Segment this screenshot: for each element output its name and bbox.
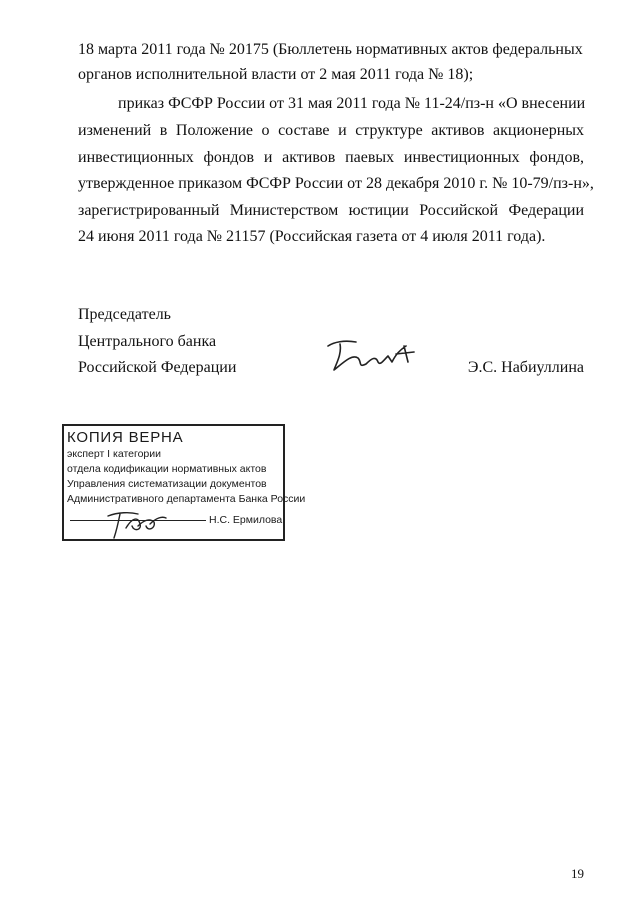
signatory-title-line: Российской Федерации xyxy=(78,359,237,376)
handwritten-signature xyxy=(322,332,422,381)
signatory-title-line: Центрального банка xyxy=(78,333,217,350)
signatory-title-line: Председатель xyxy=(78,306,171,323)
paragraph-line: утвержденное приказом ФСФР России от 28 декабря 2010 г. № 10-79/пз-н», xyxy=(78,175,594,192)
stamp-line: Административного департамента Банка России xyxy=(67,493,306,505)
stamp-line: эксперт I категории xyxy=(67,448,161,460)
paragraph-line: 24 июня 2011 года № 21157 (Российская газета от 4 июля 2011 года). xyxy=(78,228,546,245)
paragraph-line: приказ ФСФР России от 31 мая 2011 года № 11-24/пз-н «О внесении xyxy=(118,95,586,112)
signatory-name: Э.С. Набиуллина xyxy=(467,359,584,376)
stamp-line: Управления систематизации документов xyxy=(67,478,267,490)
paragraph-line: инвестиционных фондов и активов паевых инвестиционных фондов, xyxy=(78,149,584,166)
page-number: 19 xyxy=(571,866,584,881)
stamp-name: Н.С. Ермилова xyxy=(209,514,283,526)
paragraph-line: органов исполнительной власти от 2 мая 2011 года № 18); xyxy=(78,66,474,83)
stamp-line: отдела кодификации нормативных актов xyxy=(67,463,267,475)
stamp-title: КОПИЯ ВЕРНА xyxy=(67,429,184,446)
stamp-signature xyxy=(104,506,174,545)
paragraph-line: зарегистрированный Министерством юстиции Российской Федерации xyxy=(78,202,584,219)
certified-copy-stamp xyxy=(62,424,306,541)
paragraph-line: изменений в Положение о составе и структуре активов акционерных xyxy=(78,122,584,139)
paragraph-line: 18 марта 2011 года № 20175 (Бюллетень нормативных актов федеральных xyxy=(78,41,583,58)
